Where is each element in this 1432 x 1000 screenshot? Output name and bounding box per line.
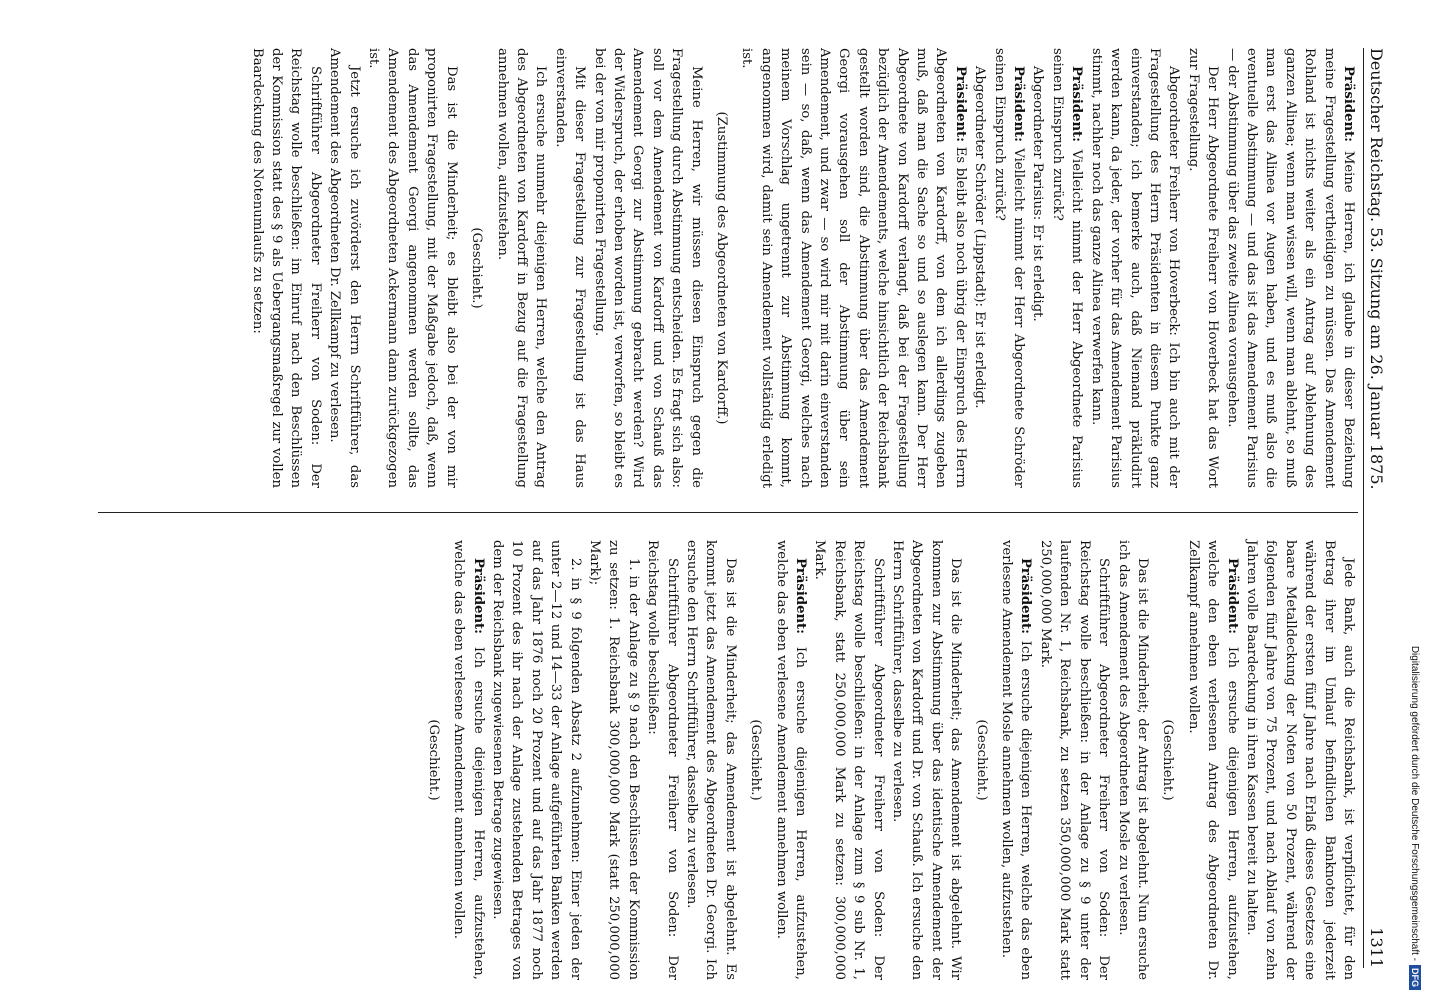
paragraph: [1086, 48, 1183, 488]
speaker-label: Präsident:: [1224, 558, 1240, 635]
paragraph: [492, 48, 550, 488]
paragraph-text: Ich ersuche diejenigen Herren, aufzustehen, welche das eben verlesene Amendement annehmen wollen.: [451, 540, 486, 980]
paragraph: [488, 540, 585, 980]
paragraph-text: Das ist die Minderheit; es bleibt also bei der von mir proponirten Fragestellung, mit der Maßgabe jedoch, daß, wenn das Amendement Georgi angenommen werden sollte, das Amendement des Abgeordneten Ackermann dann zurückgezogen ist.: [366, 48, 459, 488]
paragraph: [682, 540, 740, 980]
stage-direction: (Geschieht.): [425, 719, 441, 801]
paragraph-text: Jetzt ersuche ich zuvörderst den Herrn Schriftführer, das Amendement des Abgeordneten Dr. Zellkampf zu verlesen.: [327, 48, 362, 488]
speaker-label: Präsident:: [1011, 66, 1027, 143]
stage-direction: (Geschieht.): [748, 719, 764, 801]
paragraph: [1242, 540, 1358, 980]
paragraph-text: Ich ersuche diejenigen Herren, aufzustehen, welche den eben verlesenen Antrag des Abgeordneten Dr. Zellkampf annehmen wollen.: [1185, 540, 1240, 980]
paragraph-text: Das ist die Minderheit; der Antrag ist abgelehnt. Nun ersuche ich das Amendement des Abgeordneten Mosle zu verlesen.: [1115, 540, 1150, 980]
speaker-label: Präsident:: [1341, 66, 1356, 143]
stage-direction: (Geschieht.): [1160, 719, 1176, 801]
paragraph-text: Mit dieser Fragestellung zur Fragestellung ist das Haus einverstanden.: [552, 48, 588, 488]
speaker-label: Präsident:: [1018, 558, 1034, 635]
paragraph: [1036, 540, 1114, 980]
paragraph: [1048, 48, 1087, 488]
digitization-note: [1404, 10, 1426, 990]
page-header: [1363, 48, 1390, 968]
paragraph-text: Schriftführer Abgeordneter Freiherr von Soden: Der Reichstag wolle beschließen: in der Anlage zu § 9 unter der laufenden Nr. 1, Reichsbank, zu setzen 350,000,000 Mark statt 250,000,000 Mark.: [1037, 540, 1112, 980]
left-column: [247, 48, 1358, 488]
paragraph: [589, 48, 705, 488]
paragraph-text: Vielleicht nimmt der Herr Abgeordnete Parisius seinen Einspruch zurück?: [1049, 48, 1085, 488]
paragraph-text: Vielleicht nimmt der Herr Abgeordnete Schröder seinen Einspruch zurück?: [991, 48, 1027, 488]
digitization-text: Digitalisierung gefördert durch die Deutsche Forschungsgemeinschaft -: [1409, 645, 1421, 961]
paragraph: [325, 48, 364, 488]
paragraph-text: Ich ersuche diejenigen Herren, welche das eben verlesene Amendement Mosle annehmen wollen, aufzustehen.: [999, 540, 1034, 980]
paragraph-text: Es bleibt also noch übrig der Einspruch des Herrn Abgeordneten von Kardorff, von dem ich allerdings zugeben muß, daß man die Sache so und so auslegen kann. Der Herr Abgeordnete von Kardorff verlangt, daß bei der Fragestellung bezüglich der Amendements, welche hinsichtlich der Reichsbank gestellt worden sind, die Abstimmung über das Amendement Georgi vorausgehen soll der Abstimmung über sein Amendement, und zwar — so wird mir mit darin einverstanden sein — so, daß, wenn das Amendement Georgi, welches nach meinem Vorschlag ungetrennt zur Abstimmung kommt, angenommen wird, damit sein Amendement vollständig erledigt ist.: [739, 48, 968, 488]
running-title: Deutscher Reichstag. 53. Sitzung am 26. Januar 1875.: [1367, 48, 1387, 490]
paragraph-text: Abgeordneter Freiherr von Hoverbeck: Ich bin auch mit der Fragestellung des Herrn Präsidenten in diesem Punkte ganz einverstanden; ich bemerke auch, daß Niemand präkludirt werden kann, da jeder, der vorher für das Amendement Parisius stimmt, nachher noch das ganze Alinea verwerfen kann.: [1088, 48, 1182, 488]
paragraph-text: Das ist die Minderheit; das Amendement ist abgelehnt. Wir kommen zur Abstimmung über das identische Amendement der Abgeordneten von Kardorff und Dr. von Schauß. Ich ersuche den Herrn Schriftführer, dasselbe zu verlesen.: [890, 540, 964, 980]
paragraph: [970, 48, 989, 488]
paragraph-text: Abgeordneter Schröder (Lippstadt): Er ist erledigt.: [972, 66, 988, 409]
paragraph-text: Abgeordneter Parisius: Er ist erledigt.: [1030, 66, 1046, 322]
paragraph: [737, 48, 970, 488]
paragraph: [888, 540, 966, 980]
paragraph: [364, 48, 461, 488]
stage-direction: (Zustimmung des Abgeordneten von Kardorff.): [714, 111, 729, 425]
rotated-document: [38, 0, 1398, 1000]
paragraph: [1028, 48, 1047, 488]
paragraph-text: Ich ersuche diejenigen Herren, aufzustehen, welche das eben verlesene Amendement annehmen wollen.: [773, 540, 809, 980]
paragraph-text: Das ist die Minderheit; das Amendement ist abgelehnt. Es kommt jetzt das Amendement des Abgeordneten Dr. Georgi. Ich ersuche den Herrn Schriftführer, dasselbe zu verlesen.: [684, 540, 738, 980]
paragraph: [1222, 48, 1358, 488]
speaker-label: Präsident:: [952, 66, 968, 143]
paragraph: [550, 48, 589, 488]
page-number: 1311: [1367, 927, 1387, 968]
speaker-label: Präsident:: [470, 558, 486, 635]
paragraph-text: Schriftführer Abgeordneter Freiherr von Soden: Der Reichstag wolle beschließen: im Einruf nach den Beschlüssen der Kommission statt des § 9 als Uebergangsmaßregel zur vollen Baardeckung des Notenumlaufs zu setzen:: [249, 48, 323, 488]
paragraph: [1183, 540, 1241, 980]
paragraph: [1183, 48, 1222, 488]
speaker-label: Präsident:: [793, 558, 809, 635]
dfg-badge: DFG: [1409, 965, 1421, 990]
paragraph-text: Meine Herren, ich glaube in dieser Beziehung meine Fragestellung vertheidigen zu müssen. Das Amendement Rohland ist nichts weiter als ein Antrag auf Ablehnung des ganzen Alinea; wenn man wissen will, wenn man ablehnt, so muß man erst das Alinea vor Augen haben, und es muß also die eventuelle Abstimmung — und das ist das Amendement Parisius — der Abstimmung über das zweite Alinea vorausgehen.: [1224, 48, 1356, 488]
paragraph: [997, 540, 1036, 980]
paragraph: [247, 48, 325, 488]
paragraph: [643, 540, 682, 980]
paragraph-text: Der Herr Abgeordnete Freiherr von Hoverbeck hat das Wort zur Fragestellung.: [1185, 48, 1221, 488]
stage-direction: (Geschieht.): [973, 719, 989, 801]
paragraph: [449, 540, 488, 980]
speaker-label: Präsident:: [1069, 66, 1085, 143]
paragraph-text: Schriftführer Abgeordneter Freiherr von Soden: Der Reichstag wolle beschließen:: [645, 540, 680, 980]
paragraph-text: Ich ersuche nunmehr diejenigen Herren, welche den Antrag des Abgeordneten von Kardorff in Bezug auf die Fragestellung annehmen wollen, aufzustehen.: [494, 48, 549, 488]
paragraph: [810, 540, 888, 980]
paragraph: [585, 540, 643, 980]
column-divider: [98, 512, 1358, 513]
paragraph: [989, 48, 1028, 488]
paragraph: [771, 540, 810, 980]
stage-direction: (Geschieht.): [469, 227, 485, 309]
right-column: [417, 540, 1358, 980]
paragraph-text: Meine Herren, wir müssen diesen Einspruch gegen die Fragestellung durch Abstimmung entscheiden. Es fragt sich also: soll vor dem Amendement von Kardorff und von Schauß das Amendement Georgi zur Abstimmung gebracht werden? Wird der Widerspruch, der erhoben worden ist, verworfen, so bleibt es bei der von mir proponirten Fragestellung.: [591, 48, 704, 488]
paragraph: [1113, 540, 1152, 980]
paragraph-text: 2. in § 9 folgenden Absatz 2 aufzunehmen: Einer jeden der unter 2—12 und 14—33 der Anlage aufgeführten Banken werden auf das Jahr 1876 noch 20 Prozent und auf das Jahr 1877 noch 10 Prozent des ihr nach der Anlage zustehenden Betrages von dem der Reichsbank zugewiesenen Betrage zugewiesen.: [489, 540, 583, 980]
paragraph-text: Schriftführer Abgeordneter Freiherr von Soden: Der Reichstag wolle beschließen: in der Anlage zum § 9 sub Nr. 1, Reichsbank, statt 250,000,000 Mark zu setzen: 300,000,000 Mark.: [812, 540, 886, 980]
paragraph-text: Jede Bank, auch die Reichsbank, ist verpflichtet, für den Betrag ihrer im Umlauf befindlichen Banknoten jederzeit während der ersten fünf Jahre nach Erlaß dieses Gesetzes eine baare Metalldeckung der Noten von 50 Prozent, während der folgenden fünf Jahre von 75 Prozent, und nach Ablauf von zehn Jahren volle Baardeckung in ihren Kassen bereit zu halten.: [1243, 540, 1356, 980]
paragraph-text: 1. in der Anlage zu § 9 nach den Beschlüssen der Kommission zu setzen: 1. Reichsbank 300,000,000 Mark (statt 250,000,000 Mark);: [586, 540, 641, 980]
